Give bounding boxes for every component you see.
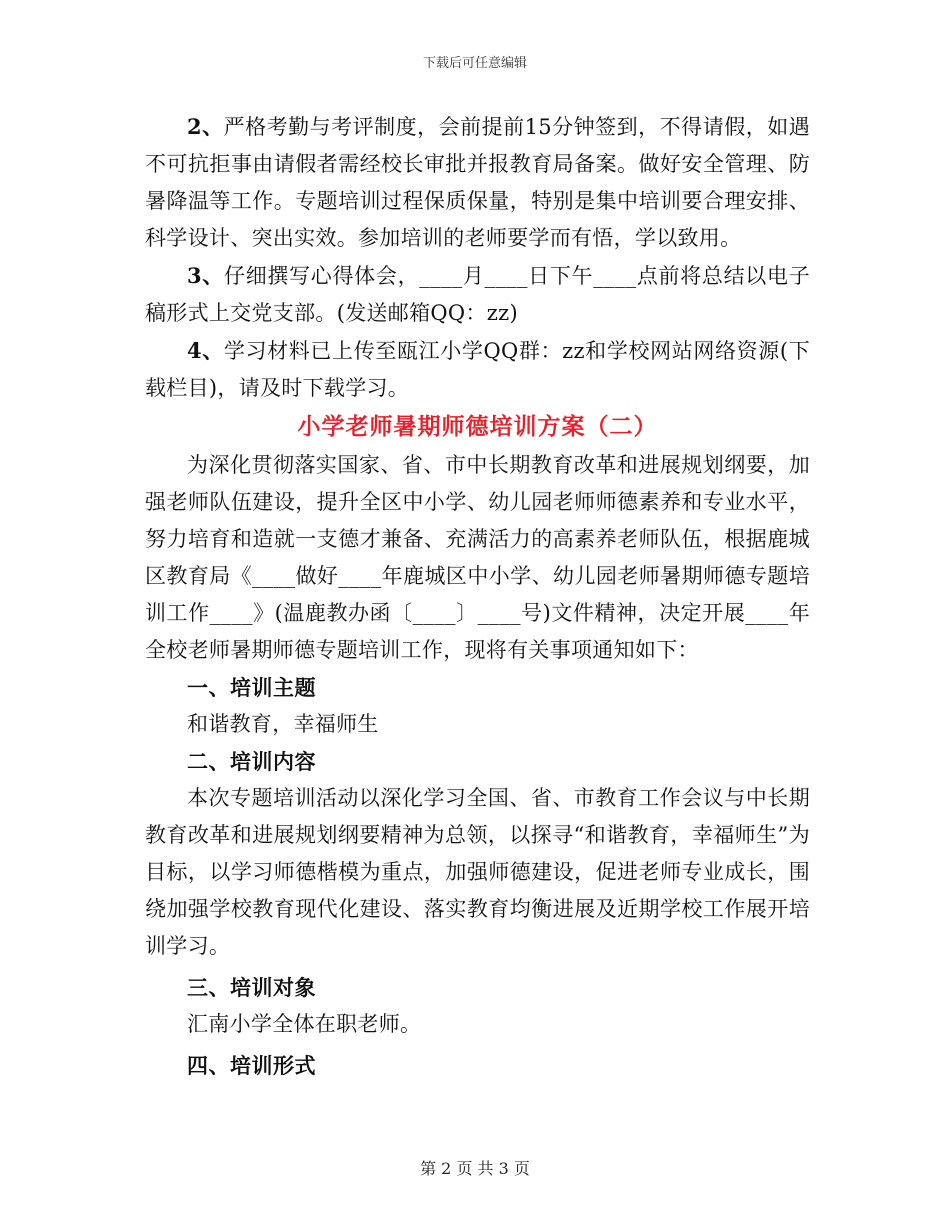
item-text: 学习材料已上传至瓯江小学QQ群：zz和学校网站网络资源(下载栏目)，请及时下载学习。	[145, 339, 811, 400]
document-body	[145, 108, 810, 1084]
heading-content: 二、培训内容	[187, 749, 316, 774]
item-number: 3、	[187, 263, 225, 288]
intro-paragraph: 为深化贯彻落实国家、省、市中长期教育改革和进展规划纲要，加强老师队伍建设，提升全区中小学、幼儿园老师师德素养和专业水平，努力培育和造就一支德才兼备、充满活力的高素养老师队伍，根据鹿城区教育局《____做好____年鹿城区中小学、幼儿园老师暑期师德专题培训工作____》(温鹿教办函〔____〕____号)文件精神，决定开展____年全校老师暑期师德专题培训工作，现将有关事项通知如下：	[145, 453, 810, 662]
item-number: 2、	[187, 114, 224, 139]
content-body: 本次专题培训活动以深化学习全国、省、市教育工作会议与中长期教育改革和进展规划纲要精神为总领，以探寻“和谐教育，幸福师生”为目标，以学习师德楷模为重点，加强师德建设，促进老师专业成长，围绕加强学校教育现代化建设、落实教育均衡进展及近期学校工作展开培训学习。	[145, 786, 810, 958]
heading-theme: 一、培训主题	[187, 675, 316, 700]
list-item-3	[145, 257, 810, 332]
theme-body: 和谐教育，幸福师生	[187, 712, 379, 736]
item-text: 仔细撰写心得体会，____月____日下午____点前将总结以电子稿形式上交党支部。(发送邮箱QQ：zz)	[145, 264, 810, 325]
list-item-2	[145, 108, 810, 257]
page-header: 下载后可任意编辑	[422, 56, 527, 71]
target-body: 汇南小学全体在职老师。	[187, 1012, 422, 1036]
section-title: 小学老师暑期师德培训方案（二）	[297, 413, 658, 440]
item-text: 严格考勤与考评制度，会前提前15分钟签到，不得请假，如遇不可抗拒事由请假者需经校长审批并报教育局备案。做好安全管理、防暑降温等工作。专题培训过程保质保量，特别是集中培训要合理安排、科学设计、突出实效。参加培训的老师要学而有悟，学以致用。	[145, 115, 810, 250]
item-number: 4、	[187, 338, 224, 363]
page-footer: 第 2 页 共 3 页	[420, 1159, 530, 1178]
heading-target: 三、培训对象	[187, 975, 316, 1000]
heading-form: 四、培训形式	[187, 1053, 316, 1078]
list-item-4	[145, 332, 810, 407]
